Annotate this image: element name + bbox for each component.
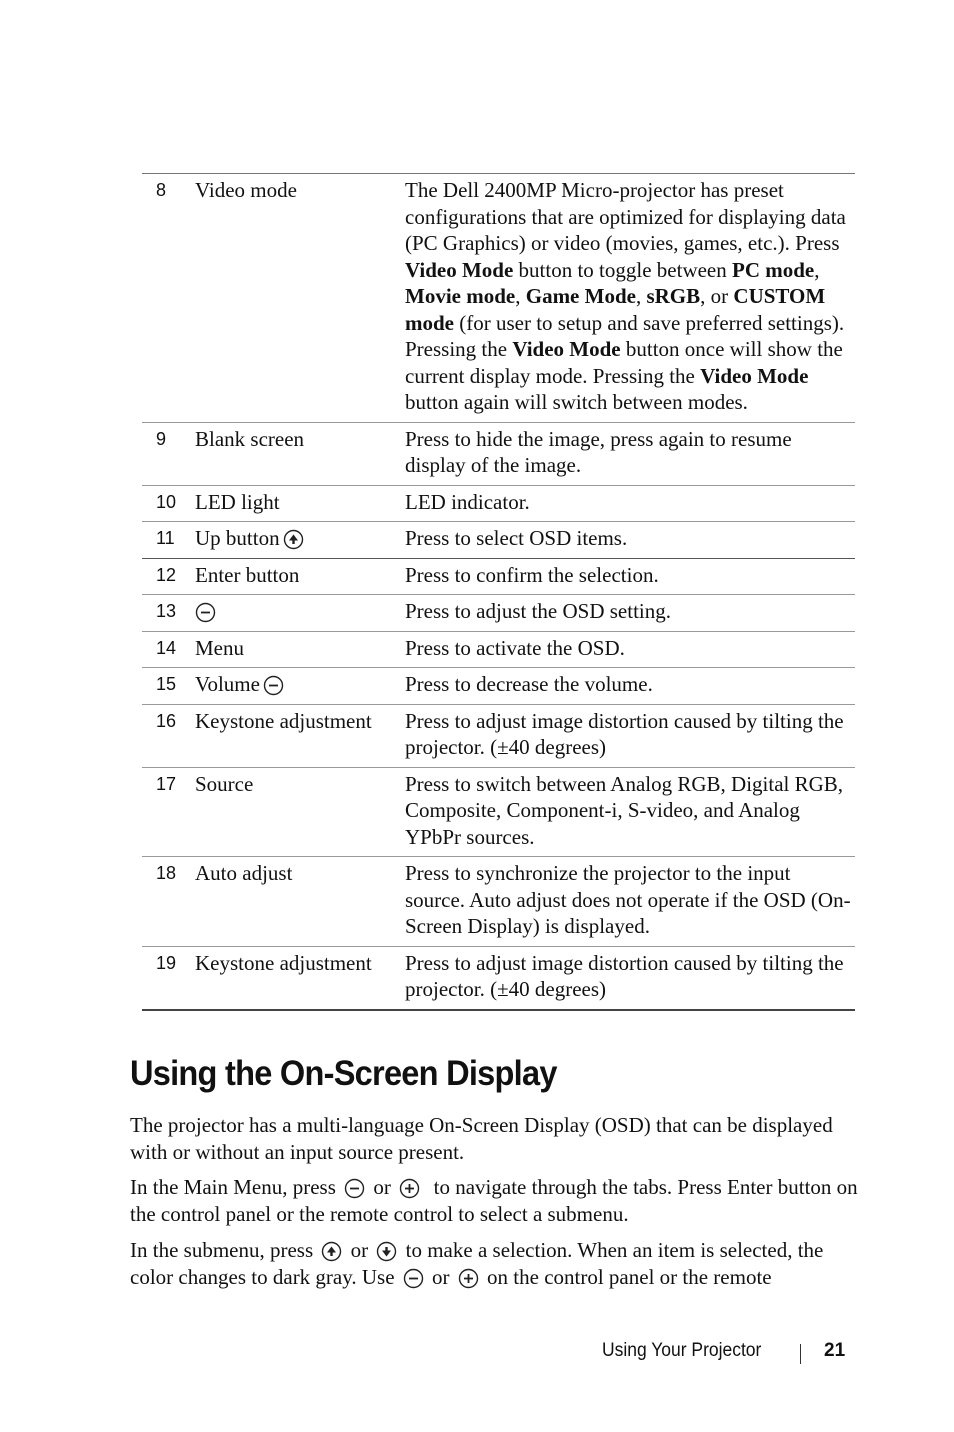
item-number: 12	[142, 558, 195, 595]
button-description-table	[142, 173, 855, 1011]
item-name-text: Keystone adjustment	[195, 708, 372, 733]
footer-divider	[800, 1344, 801, 1364]
item-name-text: Enter button	[195, 562, 300, 587]
item-description	[405, 522, 855, 559]
description-text: Press to activate the OSD.	[405, 635, 625, 660]
table-row	[142, 595, 855, 632]
description-text: Press to decrease the volume.	[405, 672, 653, 696]
item-name	[195, 946, 405, 1010]
description-emphasis: PC mode	[732, 257, 815, 282]
submenu-paragraph	[130, 1237, 870, 1290]
item-name	[195, 704, 405, 767]
table-row	[142, 631, 855, 668]
description-text: Press to adjust image distortion caused by tilting the projector. (±40 degrees)	[405, 708, 844, 759]
item-name	[195, 485, 405, 522]
item-name-text: Source	[195, 771, 254, 796]
paragraph-text: or	[345, 1238, 374, 1262]
paragraph-text: to navigate through the tabs. Press Enter button on the control panel or the remote control to select a submenu.	[130, 1175, 858, 1226]
item-name-text: Volume	[195, 672, 260, 696]
item-description	[405, 668, 855, 705]
description-text: button once will show the current display mode. Pressing the	[405, 337, 843, 388]
minus-icon	[263, 675, 284, 696]
item-name-text: Menu	[195, 635, 244, 660]
item-description	[405, 631, 855, 668]
table-row	[142, 857, 855, 947]
item-number: 14	[142, 631, 195, 668]
description-emphasis: Video Mode	[700, 363, 809, 388]
item-number: 8	[156, 180, 167, 200]
item-description	[405, 704, 855, 767]
minus-icon	[403, 1268, 424, 1289]
item-name-text: Blank screen	[195, 426, 305, 451]
item-number: 11	[142, 522, 195, 559]
item-description	[405, 946, 855, 1010]
item-description	[405, 558, 855, 595]
footer-section-title: Using Your Projector	[602, 1340, 762, 1361]
description-emphasis: Video Mode	[512, 337, 621, 361]
description-text: (for user to setup and save preferred settings). Pressing the	[405, 310, 845, 361]
description-text: ,	[635, 284, 647, 308]
description-text: Press to select OSD items.	[405, 526, 628, 550]
item-number: 16	[142, 704, 195, 767]
item-number: 18	[142, 857, 195, 947]
item-name-text: Keystone adjustment	[195, 950, 372, 975]
description-text: button to toggle between	[513, 257, 733, 282]
description-text: Press to confirm the selection.	[405, 562, 659, 587]
page-footer	[600, 1338, 850, 1368]
table-row	[142, 485, 855, 522]
description-text: , or	[700, 284, 734, 308]
minus-icon	[344, 1178, 365, 1199]
plus-icon	[458, 1268, 479, 1289]
item-number: 9	[142, 422, 195, 485]
table-row	[142, 704, 855, 767]
description-emphasis: Game Mode	[525, 284, 636, 308]
item-number: 13	[142, 595, 195, 632]
down-arrow-icon	[376, 1241, 397, 1262]
item-description	[405, 767, 855, 857]
item-number: 10	[142, 485, 195, 522]
item-name	[195, 857, 405, 947]
description-emphasis: Video Mode	[405, 257, 514, 282]
item-name-text: LED light	[195, 489, 280, 514]
item-name	[195, 522, 405, 559]
table-row	[142, 422, 855, 485]
paragraph-text: on the control panel or the remote	[481, 1264, 772, 1289]
item-description	[405, 485, 855, 522]
paragraph-text: or	[426, 1264, 455, 1289]
description-emphasis: sRGB	[646, 284, 701, 308]
description-text: Press to switch between Analog RGB, Digital RGB, Composite, Component-i, S-video, and Analog YPbPr sources.	[405, 771, 844, 849]
paragraph-text: In the Main Menu, press	[130, 1175, 342, 1199]
item-name	[195, 595, 405, 632]
item-name	[195, 767, 405, 857]
description-text: LED indicator.	[405, 489, 530, 514]
paragraph-text: to make a selection. When an item is selected, the color changes to dark gray. Use	[130, 1238, 824, 1289]
page-number: 21	[824, 1340, 846, 1361]
table-row	[142, 668, 855, 705]
paragraph-text: or	[368, 1175, 397, 1199]
item-name-text: Video mode	[195, 178, 297, 202]
item-description	[405, 174, 855, 423]
item-name-text: Auto adjust	[195, 861, 293, 885]
up-arrow-icon	[321, 1241, 342, 1262]
item-name	[195, 422, 405, 485]
description-text: The Dell 2400MP Micro-projector has preset configurations that are optimized for displaying data (PC Graphics) or video (movies, games, etc.). Press	[405, 178, 846, 255]
item-description	[405, 857, 855, 947]
item-number: 19	[142, 946, 195, 1010]
item-name	[195, 558, 405, 595]
item-description	[405, 595, 855, 632]
table-row	[142, 946, 855, 1010]
description-text: Press to hide the image, press again to resume display of the image.	[405, 426, 792, 477]
main-menu-paragraph	[130, 1174, 870, 1227]
table-row	[142, 522, 855, 559]
description-text: ,	[515, 284, 526, 308]
table-row	[142, 767, 855, 857]
item-name	[195, 174, 405, 423]
description-text: Press to adjust the OSD setting.	[405, 599, 671, 623]
minus-icon	[195, 602, 216, 623]
item-number: 15	[142, 668, 195, 705]
table-row	[142, 174, 855, 423]
up-arrow-icon	[283, 529, 304, 550]
item-name	[195, 668, 405, 705]
plus-icon	[399, 1178, 420, 1199]
table-row	[142, 558, 855, 595]
osd-intro-paragraph: The projector has a multi-language On-Screen Display (OSD) that can be displayed with or without an input source present.	[130, 1113, 833, 1164]
item-description	[405, 422, 855, 485]
description-text: ,	[814, 257, 820, 282]
description-text: Press to synchronize the projector to the input source. Auto adjust does not operate if the OSD (On-Screen Display) is displayed.	[405, 861, 851, 938]
description-emphasis: Movie mode	[405, 284, 516, 308]
description-text: Press to adjust image distortion caused by tilting the projector. (±40 degrees)	[405, 950, 844, 1001]
description-text: button again will switch between modes.	[405, 390, 748, 414]
section-title: Using the On-Screen Display	[130, 1054, 557, 1093]
description-emphasis: CUSTOM mode	[405, 284, 826, 335]
item-name	[195, 631, 405, 668]
item-number: 17	[142, 767, 195, 857]
item-name-text: Up button	[195, 526, 280, 550]
paragraph-text: In the submenu, press	[130, 1238, 319, 1262]
